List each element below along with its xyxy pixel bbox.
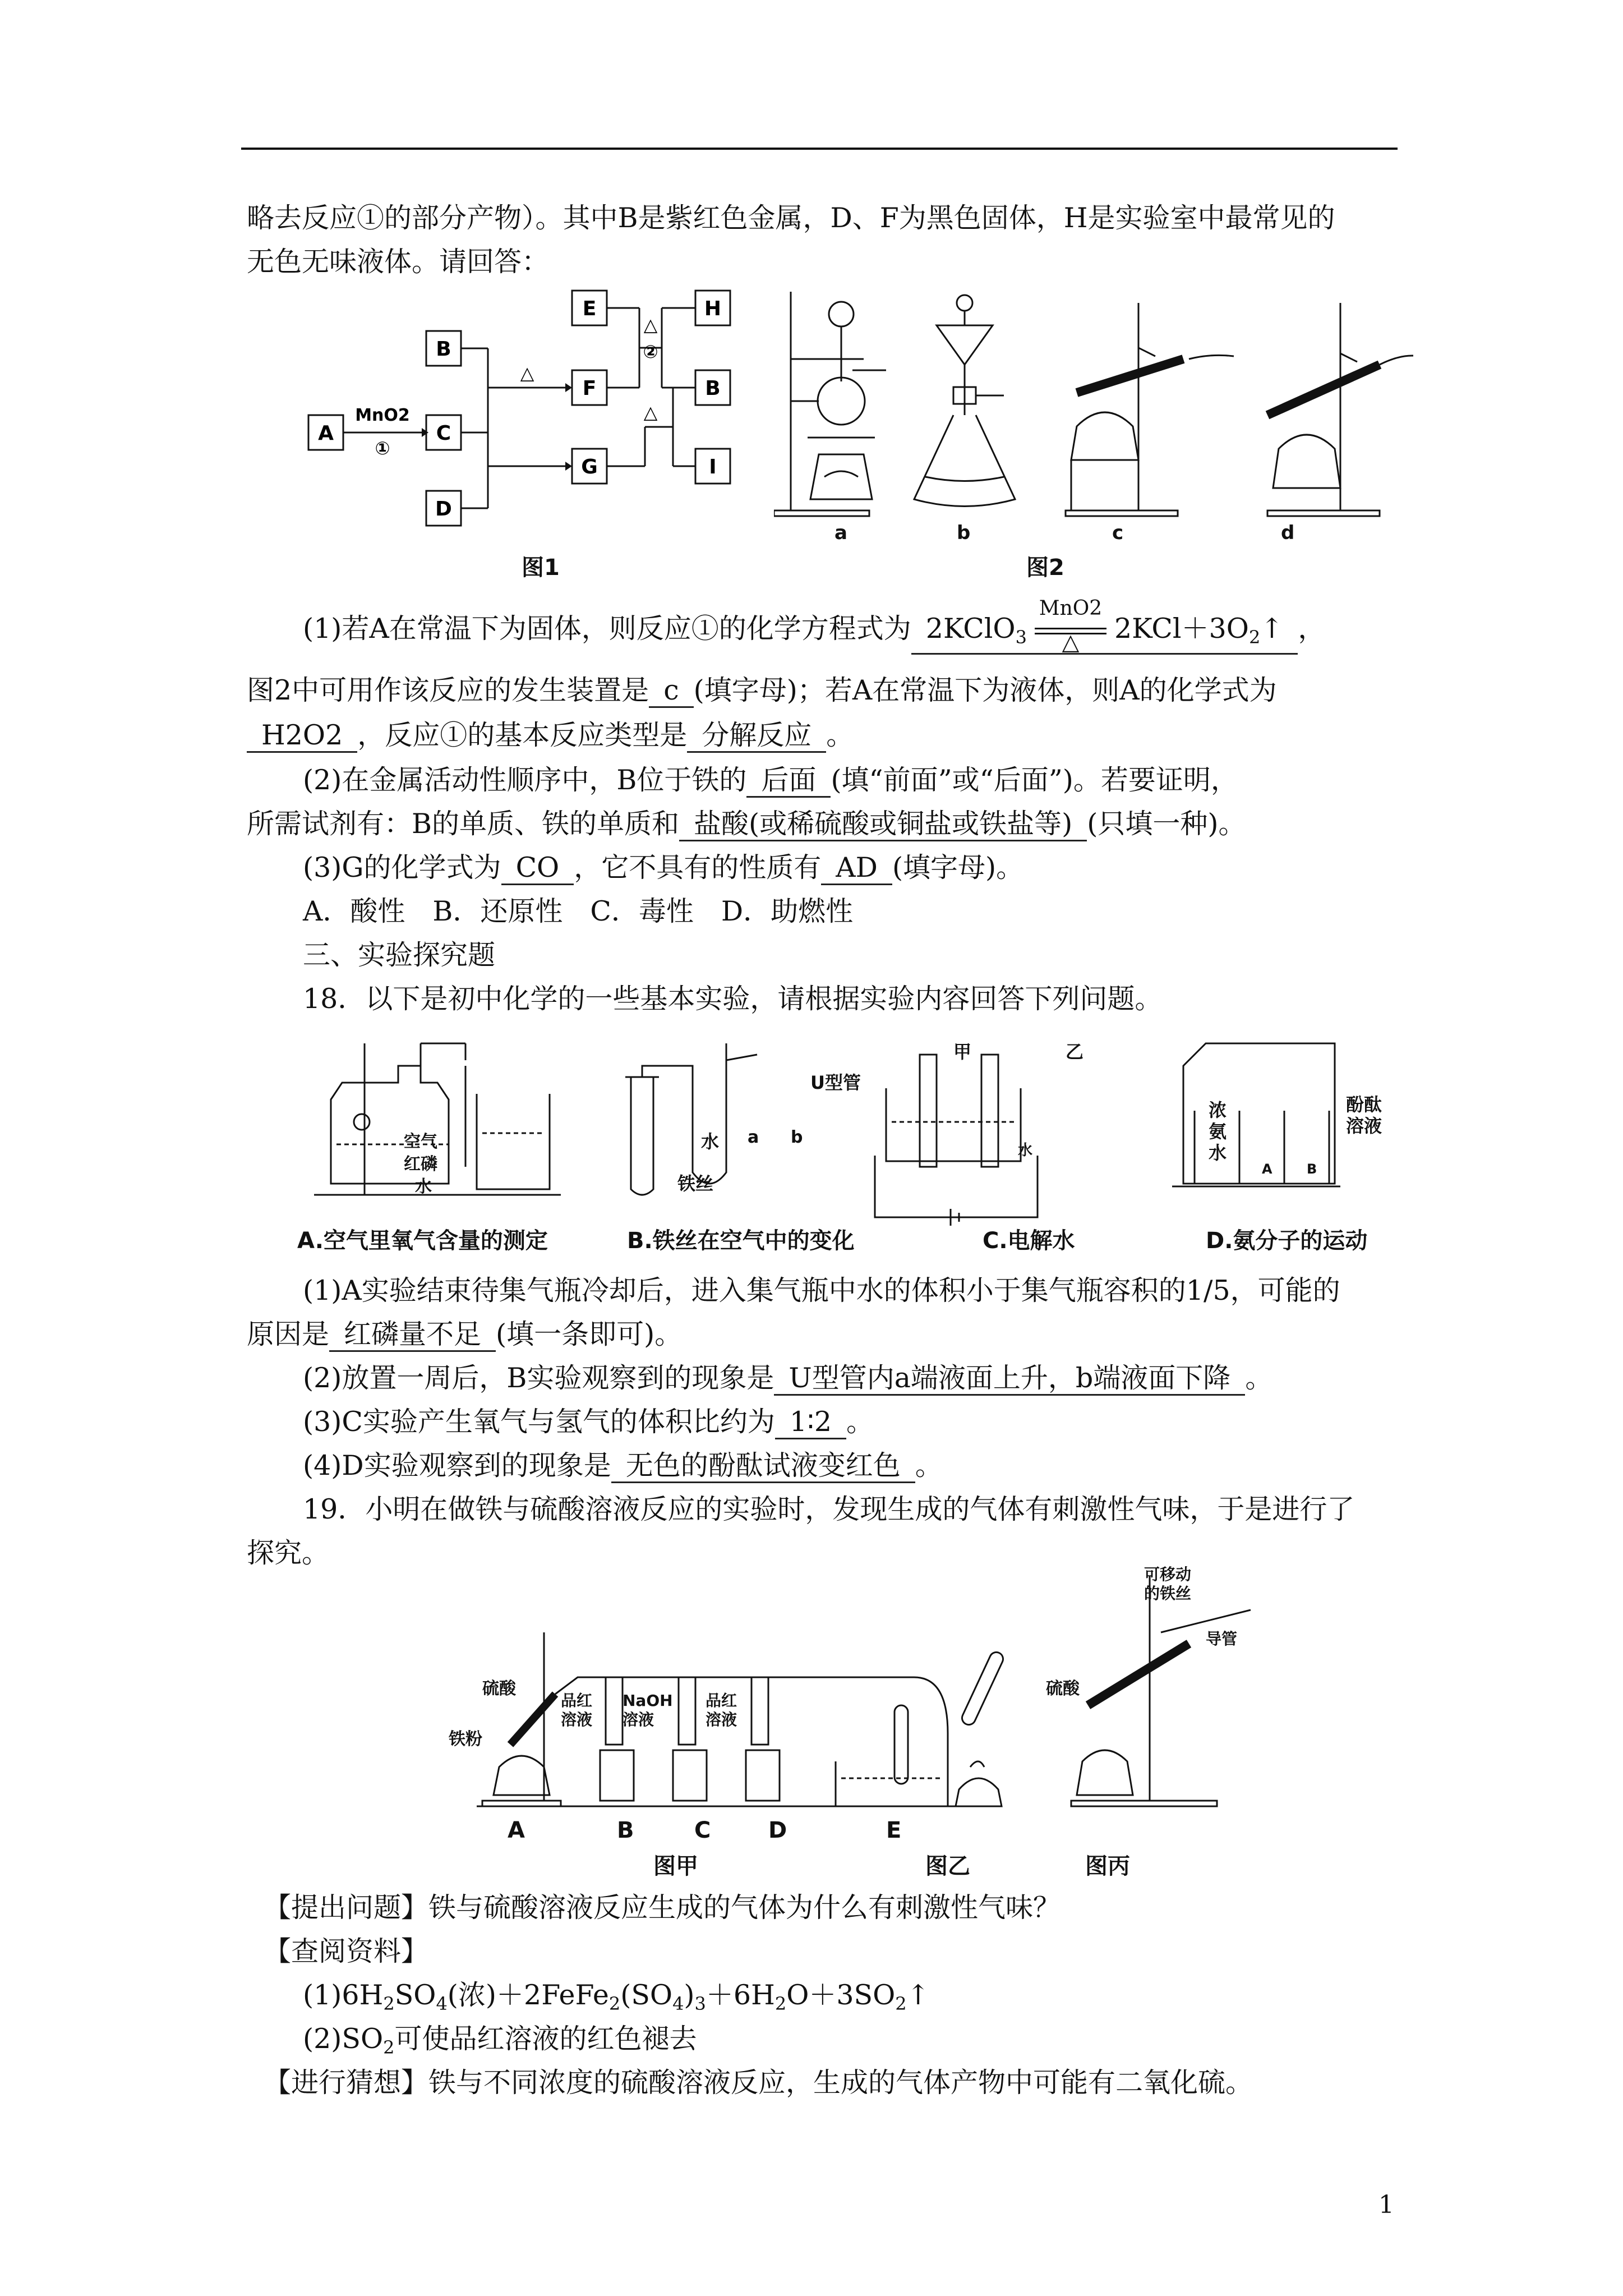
ask-question: 【提出问题】铁与硫酸溶液反应生成的气体为什么有刺激性气味？: [264, 1892, 1061, 1924]
bing-label-iron-wire: 可移动的铁丝: [1144, 1565, 1192, 1603]
q1-reaction-type-answer: 分解反应: [687, 720, 826, 753]
q18-1-line-a: (1)A实验结束待集气瓶冷却后，进入集气瓶中水的体积小于集气瓶容积的1/5，可能的: [303, 1274, 1340, 1306]
q2-line-a: (2)在金属活动性顺序中，B位于铁的 后面 (填“前面”或“后面”)。若要证明，: [303, 763, 1238, 798]
bing-label-tube: 导管: [1206, 1630, 1238, 1648]
d-label-ammonia: 浓氨水: [1209, 1099, 1227, 1163]
jia-label-pinred-2: 品红溶液: [706, 1691, 737, 1729]
jia-label-pinred-1: 品红溶液: [561, 1691, 593, 1729]
heat-label-3: △: [643, 402, 658, 423]
q18-4-line: (4)D实验观察到的现象是 无色的酚酞试液变红色 。: [303, 1448, 943, 1483]
c-label-jia: 甲: [953, 1041, 972, 1062]
d-label-b: B: [1307, 1161, 1317, 1177]
caption-18-b: B.铁丝在空气中的变化: [627, 1228, 855, 1254]
q1-line-c: H2O2 ，反应①的基本反应类型是 分解反应 。: [247, 718, 854, 753]
apparatus-letter-b: B: [617, 1818, 634, 1843]
caption-19-yi: 图乙: [925, 1853, 970, 1879]
caption-18-a: A.空气里氧气含量的测定: [297, 1228, 548, 1254]
step-1-label: ①: [375, 438, 390, 459]
reagent-label: MnO2: [355, 406, 410, 425]
apparatus-letter-e: E: [886, 1818, 902, 1843]
a-label-air: 空气: [404, 1132, 437, 1152]
box-f: F: [582, 377, 597, 400]
fig2-label-c: c: [1112, 522, 1124, 544]
caption-18-c: C.电解水: [983, 1228, 1075, 1254]
heat-label-1: △: [520, 362, 534, 384]
q19-line-b: 探究。: [247, 1537, 330, 1569]
q18-4-answer: 无色的酚酞试液变红色: [611, 1450, 915, 1483]
q2-line-b: 所需试剂有：B的单质、铁的单质和 盐酸(或稀硫酸或铜盐或铁盐等) (只填一种)。: [247, 807, 1246, 841]
header-rule: [241, 148, 1398, 150]
jia-label-acid: 硫酸: [482, 1679, 516, 1699]
reference-heading: 【查阅资料】: [264, 1935, 429, 1967]
box-a: A: [318, 422, 334, 445]
q18-2-line: (2)放置一周后，B实验观察到的现象是 U型管内a端液面上升，b端液面下降 。: [303, 1361, 1272, 1396]
caption-18-d: D.氨分子的运动: [1206, 1228, 1368, 1254]
box-e: E: [582, 297, 597, 320]
q18-2-answer: U型管内a端液面上升，b端液面下降: [774, 1363, 1245, 1396]
reaction-condition: MnO2 △: [1031, 615, 1110, 647]
figure-2-apparatus: [774, 286, 1413, 544]
q3-formula-answer: CO: [501, 852, 574, 885]
q19-line-a: 19．小明在做铁与硫酸溶液反应的实验时，发现生成的气体有刺激性气味，于是进行了: [303, 1493, 1355, 1525]
box-h: H: [704, 297, 722, 320]
q1-line-a: (1)若A在常温下为固体，则反应①的化学方程式为 2KClO$_3$ MnO2 △ $2KCl+3O_2↑$ ，: [303, 596, 1326, 655]
b-label-water: 水: [701, 1131, 720, 1152]
jia-label-iron-powder: 铁粉: [449, 1729, 482, 1749]
q1-line-b: 图2中可用作该反应的发生装置是 c (填字母)；若A在常温下为液体，则A的化学式为: [247, 673, 1277, 708]
box-d: D: [435, 498, 452, 521]
q1-apparatus-answer: c: [649, 675, 693, 708]
figure-1-flowchart: [303, 286, 763, 539]
q2-position-answer: 后面: [746, 765, 831, 798]
q18-3-line: (3)C实验产生氧气与氢气的体积比约为 1∶2 。: [303, 1405, 874, 1439]
d-label-a: A: [1262, 1161, 1272, 1177]
c-label-water: 水: [1018, 1142, 1033, 1159]
q18-3-answer: 1∶2: [775, 1406, 846, 1439]
q3-options: A．酸性 B．还原性 C．毒性 D．助燃性: [303, 895, 854, 927]
caption-19-jia: 图甲: [653, 1853, 698, 1879]
box-c: C: [436, 422, 451, 445]
d-label-phenolphthalein: 酚酞溶液: [1346, 1094, 1382, 1137]
apparatus-letter-c: C: [694, 1818, 711, 1843]
heat-label-2: △: [643, 314, 658, 335]
figure-2-caption: 图2: [1026, 555, 1064, 581]
b-label-utube: U型管: [810, 1072, 861, 1093]
box-g: G: [581, 455, 598, 478]
intro-line-2: 无色无味液体。请回答：: [247, 246, 550, 278]
b-label-a: a: [748, 1128, 759, 1147]
figure-1-caption: 图1: [522, 555, 560, 581]
bing-label-acid: 硫酸: [1046, 1679, 1080, 1699]
section-3-heading: 三、实验探究题: [303, 939, 496, 971]
fig2-label-b: b: [957, 522, 971, 544]
apparatus-letter-d: D: [768, 1818, 787, 1843]
jia-label-naoh: NaOH溶液: [623, 1691, 673, 1729]
intro-line-1: 略去反应①的部分产物）。其中B是紫红色金属，D、F为黑色固体，H是实验室中最常见的: [247, 202, 1335, 234]
hypothesis: 【进行猜想】铁与不同浓度的硫酸溶液反应，生成的气体产物中可能有二氧化硫。: [264, 2067, 1253, 2099]
figure-19-apparatus: [477, 1571, 1262, 1812]
q3-line: (3)G的化学式为 CO ，它不具有的性质有 AD (填字母)。: [303, 850, 1023, 885]
step-2-label: ②: [643, 341, 658, 362]
b-label-iron-wire: 铁丝: [677, 1173, 714, 1194]
box-i: I: [709, 455, 717, 478]
reference-1: $(1)6H_2SO_4$(浓)$+2FeFe_2(SO_4)_3+6H_2O+3SO_2↑$: [303, 1979, 930, 2014]
q18-1-answer: 红磷量不足: [329, 1319, 496, 1352]
reference-2: $(2)SO_2$可使品红溶液的红色褪去: [303, 2023, 697, 2058]
q3-property-answer: AD: [821, 852, 892, 885]
c-label-yi: 乙: [1066, 1041, 1084, 1062]
q1-formula-answer: H2O2: [247, 720, 357, 753]
b-label-b: b: [791, 1128, 803, 1147]
page-number: 1: [1378, 2191, 1394, 2219]
box-b2: B: [705, 377, 721, 400]
fig2-label-a: a: [834, 522, 847, 544]
fig2-label-d: d: [1281, 522, 1295, 544]
a-label-phosphorus: 红磷: [404, 1154, 437, 1174]
apparatus-letter-a: A: [508, 1818, 525, 1843]
box-b: B: [436, 338, 451, 361]
caption-19-bing: 图丙: [1085, 1853, 1130, 1879]
q1-equation-answer: 2KClO$_3$ MnO2 △ $2KCl+3O_2↑$: [911, 613, 1298, 655]
q18-1-line-b: 原因是 红磷量不足 (填一条即可)。: [247, 1317, 682, 1352]
a-label-water: 水: [415, 1177, 432, 1197]
q2-reagent-answer: 盐酸(或稀硫酸或铜盐或铁盐等): [679, 808, 1087, 841]
q18-stem: 18．以下是初中化学的一些基本实验，请根据实验内容回答下列问题。: [303, 983, 1163, 1015]
